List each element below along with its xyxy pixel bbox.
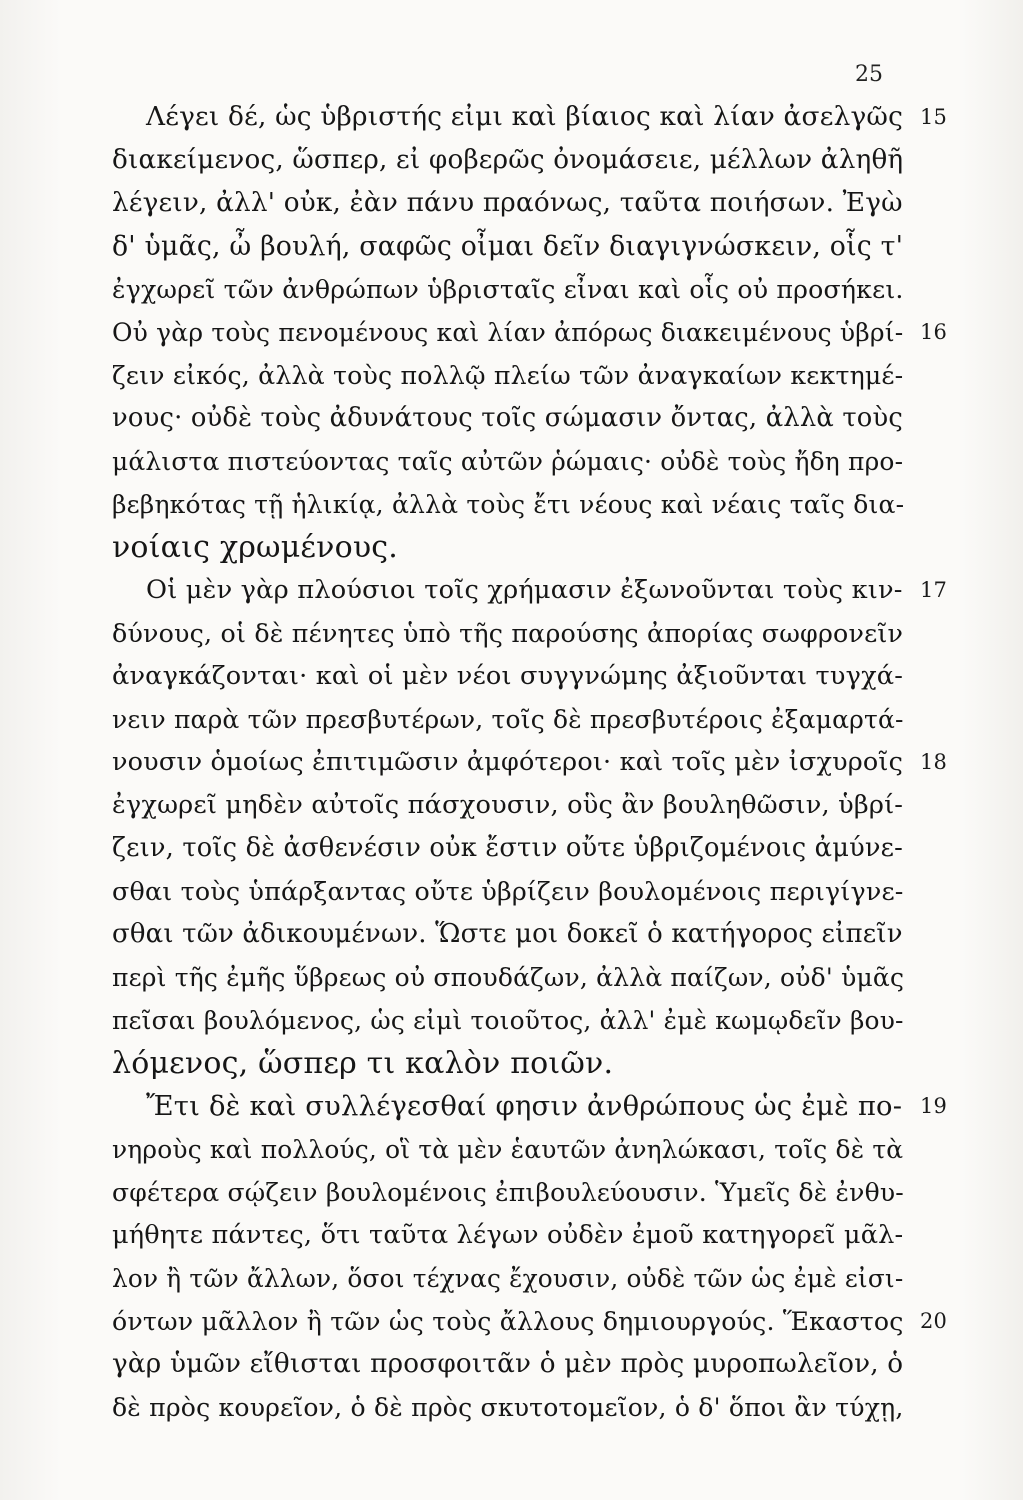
text-line	[112, 1386, 912, 1429]
text-line	[112, 913, 912, 956]
text-line-content: δὲ πρὸς κουρεῖον, ὁ δὲ πρὸς σκυτοτομεῖον, ὁ δ' ὅποι ἂν τύχῃ,	[112, 1393, 904, 1422]
text-line-content: σθαι τῶν ἀδικουμένων. Ὥστε μοι δοκεῖ ὁ κατήγορος εἰπεῖν	[112, 919, 903, 949]
text-line	[112, 1214, 912, 1257]
text-line-content: σφέτερα σῴζειν βουλομένοις ἐπιβουλεύουσιν. Ὑμεῖς δὲ ἐνθυ-	[112, 1178, 904, 1207]
text-line-content: μήθητε πάντες, ὅτι ταῦτα λέγων οὐδὲν ἐμοῦ κατηγορεῖ μᾶλ-	[112, 1220, 904, 1250]
text-line	[112, 1257, 912, 1300]
text-line-content: νους· οὐδὲ τοὺς ἀδυνάτους τοῖς σώμασιν ὄντας, ἀλλὰ τοὺς	[112, 403, 904, 433]
text-line-content: βεβηκότας τῇ ἡλικίᾳ, ἀλλὰ τοὺς ἔτι νέους καὶ νέαις ταῖς δια-	[112, 490, 905, 519]
text-line-content: περὶ τῆς ἐμῆς ὕβρεως οὐ σπουδάζων, ἀλλὰ παίζων, οὐδ' ὑμᾶς	[112, 963, 905, 992]
text-line	[112, 569, 948, 612]
text-line	[112, 1042, 912, 1085]
section-number: 18	[920, 750, 948, 774]
text-line-content: σθαι τοὺς ὑπάρξαντας οὔτε ὑβρίζειν βουλομένοις περιγίγνε-	[112, 876, 904, 906]
text-line	[112, 526, 912, 569]
text-line-content: νειν παρὰ τῶν πρεσβυτέρων, τοῖς δὲ πρεσβυτέροις ἐξαμαρτά-	[112, 705, 904, 734]
text-line-content: δύνους, οἱ δὲ πένητες ὑπὸ τῆς παρούσης ἀπορίας σωφρονεῖν	[112, 618, 904, 648]
text-line	[112, 483, 912, 526]
text-line-content: ἐγχωρεῖ μηδὲν αὐτοῖς πάσχουσιν, οὓς ἂν βουληθῶσιν, ὑβρί-	[112, 790, 904, 820]
text-line	[112, 698, 912, 741]
text-line-content: μάλιστα πιστεύοντας ταῖς αὐτῶν ῥώμαις· οὐδὲ τοὺς ἤδη προ-	[112, 447, 904, 476]
text-line	[112, 784, 912, 827]
text-line	[112, 827, 912, 870]
text-line	[112, 741, 948, 784]
text-line-content: Οὐ γὰρ τοὺς πενομένους καὶ λίαν ἀπόρως διακειμένους ὑβρί-	[112, 318, 904, 347]
text-line	[112, 1128, 912, 1171]
text-line	[112, 999, 912, 1042]
text-line	[112, 655, 912, 698]
section-number: 15	[920, 105, 948, 129]
text-line-content: ἐγχωρεῖ τῶν ἀνθρώπων ὑβρισταῖς εἶναι καὶ οἷς οὐ προσήκει.	[112, 275, 904, 304]
text-line-content: Οἱ μὲν γὰρ πλούσιοι τοῖς χρήμασιν ἐξωνοῦνται τοὺς κιν-	[146, 575, 903, 605]
section-number: 19	[920, 1094, 948, 1118]
text-line	[112, 1171, 912, 1214]
text-line-content: όντων μᾶλλον ἢ τῶν ὡς τοὺς ἄλλους δημιουργούς. Ἕκαστος	[112, 1307, 904, 1336]
text-line	[112, 268, 912, 311]
text-line	[112, 440, 912, 483]
text-line-content: γὰρ ὑμῶν εἴθισται προσφοιτᾶν ὁ μὲν πρὸς μυροπωλεῖον, ὁ	[112, 1349, 904, 1379]
page-number: 25	[855, 62, 883, 87]
text-line-content: λόμενος, ὥσπερ τι καλὸν ποιῶν.	[112, 1046, 614, 1081]
text-line-content: νουσιν ὁμοίως ἐπιτιμῶσιν ἀμφότεροι· καὶ τοῖς μὲν ἰσχυροῖς	[112, 747, 904, 777]
text-line-content: πεῖσαι βουλόμενος, ὡς εἰμὶ τοιοῦτος, ἀλλ' ἐμὲ κωμῳδεῖν βου-	[112, 1006, 904, 1035]
text-line-content: λέγειν, ἀλλ' οὐκ, ἐὰν πάνυ πραόνως, ταῦτα ποιήσων. Ἐγὼ	[112, 188, 903, 218]
text-line	[112, 139, 912, 182]
section-number: 17	[920, 578, 948, 602]
text-line-content: Ἔτι δὲ καὶ συλλέγεσθαί φησιν ἀνθρώπους ὡς ἐμὲ πο-	[146, 1091, 903, 1122]
text-line	[112, 1343, 912, 1386]
text-line	[112, 1300, 948, 1343]
text-line-content: νοίαις χρωμένους.	[112, 530, 399, 565]
section-number: 16	[920, 320, 948, 344]
text-line-content: Λέγει δέ, ὡς ὑβριστής εἰμι καὶ βίαιος καὶ λίαν ἀσελγῶς	[146, 102, 904, 132]
text-line-content: δ' ὑμᾶς, ὦ βουλή, σαφῶς οἶμαι δεῖν διαγιγνώσκειν, οἷς τ'	[112, 231, 904, 262]
text-line-content: λον ἢ τῶν ἄλλων, ὅσοι τέχνας ἔχουσιν, οὐδὲ τῶν ὡς ἐμὲ εἰσι-	[112, 1264, 904, 1293]
text-line	[112, 1085, 948, 1128]
text-line	[112, 354, 912, 397]
text-line	[112, 956, 912, 999]
text-line	[112, 612, 912, 655]
section-number: 20	[920, 1309, 948, 1333]
greek-text-body	[112, 96, 948, 1429]
text-line-content: νηροὺς καὶ πολλούς, οἳ τὰ μὲν ἑαυτῶν ἀνηλώκασι, τοῖς δὲ τὰ	[112, 1135, 904, 1164]
text-line	[112, 311, 948, 354]
text-line	[112, 870, 912, 913]
text-line	[112, 182, 912, 225]
text-line-content: ζειν εἰκός, ἀλλὰ τοὺς πολλῷ πλείω τῶν ἀναγκαίων κεκτημέ-	[112, 361, 904, 390]
text-line	[112, 397, 912, 440]
text-line	[112, 225, 912, 268]
text-line-content: ζειν, τοῖς δὲ ἀσθενέσιν οὐκ ἔστιν οὔτε ὑβριζομένοις ἀμύνε-	[112, 833, 904, 863]
text-line-content: διακείμενος, ὥσπερ, εἰ φοβερῶς ὀνομάσειε, μέλλων ἀληθῆ	[112, 145, 904, 175]
text-line-content: ἀναγκάζονται· καὶ οἱ μὲν νέοι συγγνώμης ἀξιοῦνται τυγχά-	[112, 661, 904, 691]
text-line	[112, 96, 948, 139]
